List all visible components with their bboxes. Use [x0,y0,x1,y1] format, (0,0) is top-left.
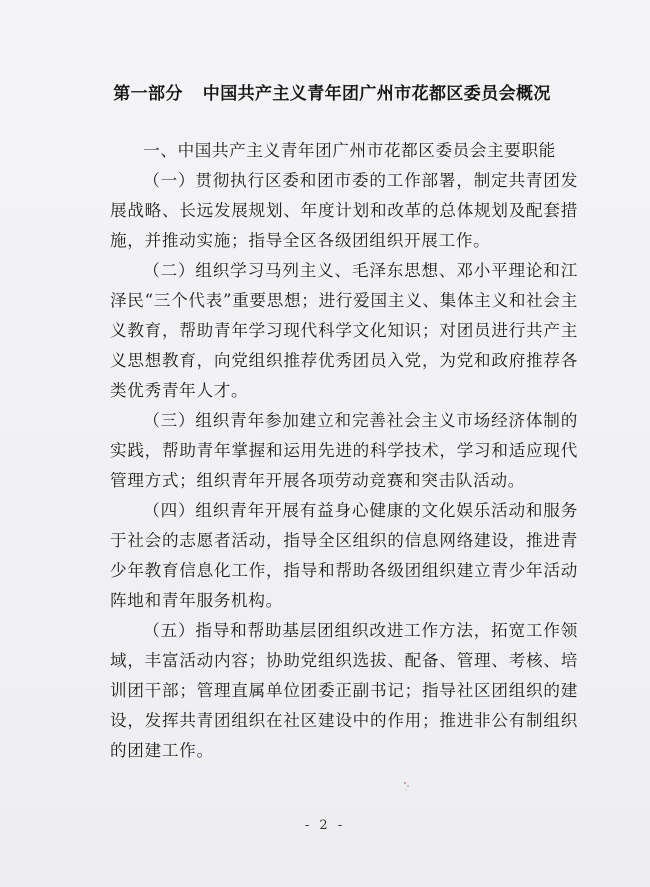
paper-speck-mark [402,780,412,792]
paragraph-2: （二）组织学习马列主义、毛泽东思想、邓小平理论和江泽民“三个代表”重要思想；进行爱国主义、集体主义和社会主义教育，帮助青年学习现代科学文化知识；对团员进行共产主义思想教育，向党组织推荐优秀团员入党，为党和政府推荐各类优秀青年人才。 [110,261,579,400]
title-text: 中国共产主义青年团广州市花都区委员会概况 [202,84,551,104]
title-part-label: 第一部分 [113,84,183,104]
paragraph-4: （四）组织青年开展有益身心健康的文化娱乐活动和服务于社会的志愿者活动，指导全区组织的信息网络建设，推进青少年教育信息化工作，指导和帮助各级团组织建立青少年活动阵地和青年服务机构。 [110,501,578,610]
document-body [110,136,578,766]
section-heading: 一、中国共产主义青年团广州市花都区委员会主要职能 [143,141,556,160]
paragraph-1: （一）贯彻执行区委和团市委的工作部署，制定共青团发展战略、长远发展规划、年度计划和改革的总体规划及配套措施，并推动实施；指导全区各级团组织开展工作。 [110,171,578,250]
paragraph-5: （五）指导和帮助基层团组织改进工作方法，拓宽工作领域，丰富活动内容；协助党组织选拔、配备、管理、考核、培训团干部；管理直属单位团委正副书记；指导社区团组织的建设，发挥共青团组织在社区建设中的作用；推进非公有制组织的团建工作。 [110,621,578,760]
page-title [0,79,650,104]
page-number: - 2 - [304,818,346,833]
paragraph-3: （三）组织青年参加建立和完善社会主义市场经济体制的实践，帮助青年掌握和运用先进的科学技术，学习和适应现代管理方式；组织青年开展各项劳动竞赛和突击队活动。 [110,411,578,490]
